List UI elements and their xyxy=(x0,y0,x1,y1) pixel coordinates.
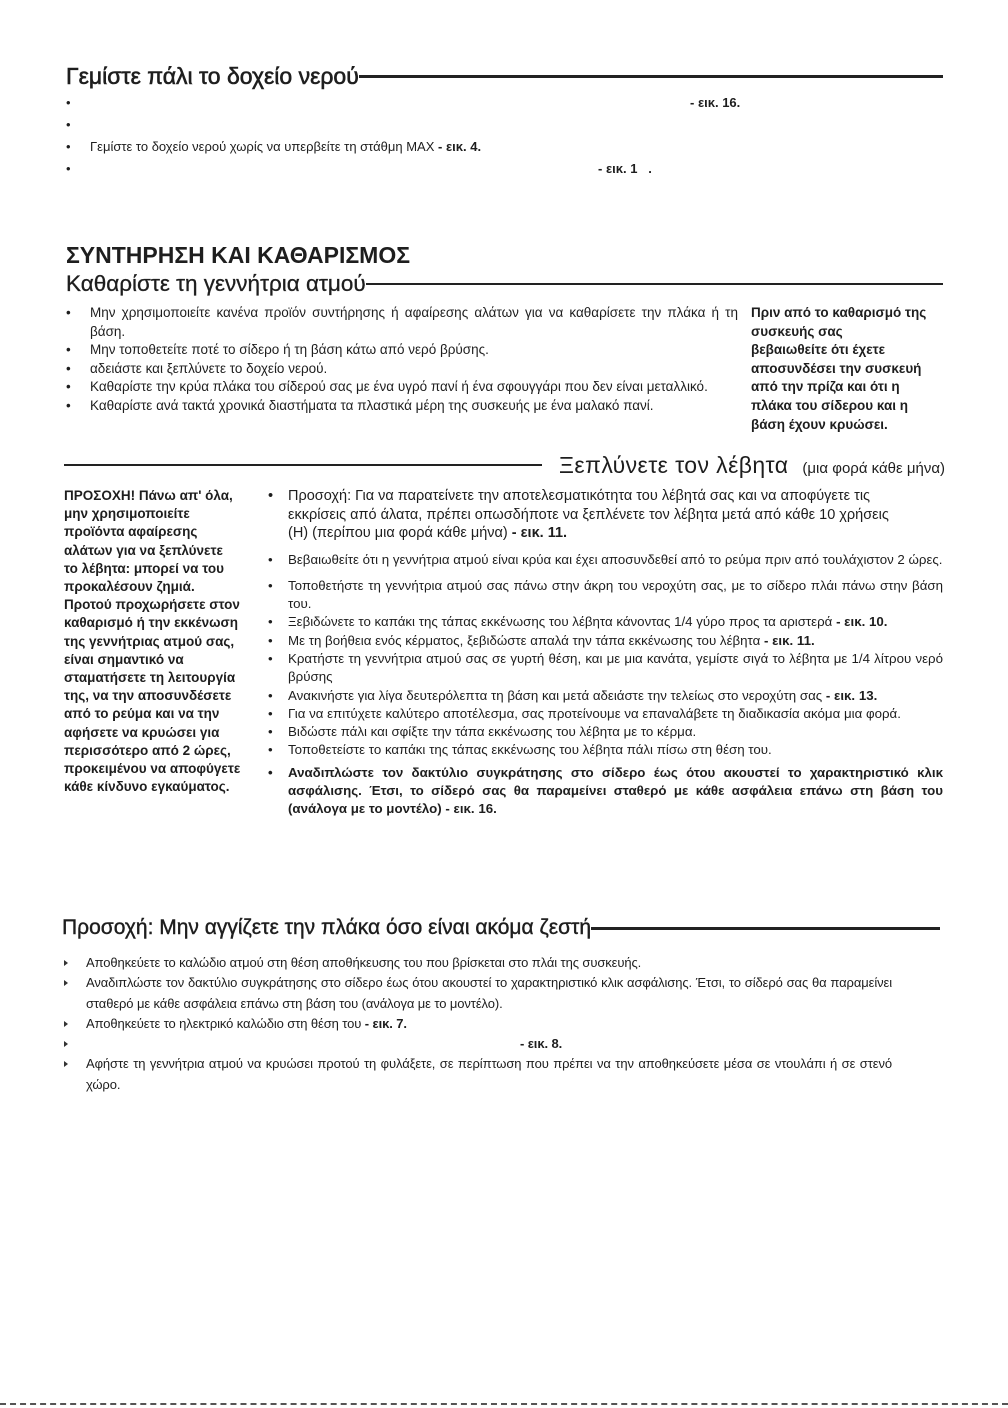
list-item: • Καθαρίστε την κρύα πλάκα του σίδερού σας με ένα υγρό πανί ή ένα σφουγγάρι που δεν είναι μεταλλικό. xyxy=(66,378,738,397)
list-item-text: Αποθηκεύετε το καλώδιο ατμού στη θέση αποθήκευσης του που βρίσκεται στο πλάι της συσκευής. xyxy=(86,955,642,970)
caution-line: της, να την αποσυνδέσετε xyxy=(64,688,232,704)
refill-heading-rule xyxy=(359,75,943,78)
note-line: από την πρίζα και ότι η xyxy=(751,379,900,395)
step-item xyxy=(268,632,943,650)
step-text: Ανακινήστε για λίγα δευτερόλεπτα τη βάση και μετά αδειάστε την τελείως στο νεροχύτη σας xyxy=(288,687,823,703)
list-item xyxy=(66,136,943,158)
step-text: Τοποθετήστε τη γεννήτρια ατμού σας πάνω στην άκρη του νεροχύτη σας, με το σίδερο πλάι πάνω στην βάση του. xyxy=(288,577,943,612)
figure-ref: - εικ. 13. xyxy=(825,687,878,703)
list-item-text: Αφήστε τη γεννήτρια ατμού να κρυώσει προτού τη φυλάξετε, σε περίπτωση που πρέπει να την αποθηκεύσετε μέσα σε ντουλάπι ή σε στενό χώρο. xyxy=(86,1056,892,1092)
list-item: • Μην τοποθετείτε ποτέ το σίδερο ή τη βάση κάτω από νερό βρύσης. xyxy=(66,341,738,360)
figure-ref: • - εικ. 16. xyxy=(690,95,741,110)
caution-line: είναι σημαντικό να xyxy=(64,651,184,667)
step-text: Αναδιπλώστε τον δακτύλιο συγκράτησης στο σίδερο έως ότου ακουστεί το χαρακτηριστικό κλικ ασφάλισης. Έτσι, το σίδερό σας θα παραμείνει σταθερό με κάθε ασφάλεια επάνω στη βάση του (ανάλογα με το μοντέλο) xyxy=(288,764,943,817)
list-item xyxy=(66,158,943,180)
step-text: Για να επιτύχετε καλύτερο αποτέλεσμα, σας προτείνουμε να επαναλάβετε τη διαδικασία ακόμα μια φορά. xyxy=(288,705,901,721)
step-text: Βεβαιωθείτε ότι η γεννήτρια ατμού είναι κρύα και έχει αποσυνδεθεί από το ρεύμα πριν από τουλάχιστον 2 ώρες. xyxy=(288,551,943,567)
step-text: Τοποθετείστε το καπάκι της τάπας εκκένωσης του λέβητα πάλι πίσω στη θέση του. xyxy=(288,742,772,758)
figure-ref: - εικ. 16. xyxy=(445,801,497,817)
step-item xyxy=(268,705,943,723)
storage-list xyxy=(64,953,892,1095)
note-line: αποσυνδέσει την συσκευή xyxy=(751,360,922,376)
note-line: βεβαιωθείτε ότι έχετε xyxy=(751,342,886,358)
caution-line: Προτού προχωρήσετε στον xyxy=(64,597,240,613)
step-item xyxy=(268,723,943,741)
descaling-heading-rule xyxy=(64,464,542,466)
figure-ref: - εικ. 11. xyxy=(511,525,568,541)
list-item xyxy=(66,114,943,136)
descaling-heading-row xyxy=(64,450,945,480)
step-item xyxy=(268,741,943,759)
refill-heading-row xyxy=(66,60,943,92)
step-item xyxy=(268,577,943,614)
list-item xyxy=(64,953,892,973)
list-item xyxy=(64,1054,892,1095)
descaling-caution-note xyxy=(64,487,262,796)
caution-line: προκειμένου να αποφύγετε xyxy=(64,761,241,777)
figure-ref: - εικ. 7. xyxy=(364,1015,407,1031)
step-text: Με τη βοήθεια ενός κέρματος, ξεβιδώστε απαλά την τάπα εκκένωσης του λέβητα xyxy=(288,632,761,648)
clean-heading-row xyxy=(66,270,943,298)
caution-line: μην χρησιμοποιείτε xyxy=(64,506,190,522)
descaling-steps-list xyxy=(268,487,943,819)
page-edge-dashes xyxy=(0,1403,1008,1405)
caution-line: καθαρισμό ή την εκκένωση xyxy=(64,615,239,631)
figure-ref: - εικ. 4. xyxy=(438,139,482,154)
step-text: Βιδώστε πάλι και σφίξτε την τάπα εκκένωσης του λέβητα με το κέρμα. xyxy=(288,724,697,740)
clean-list xyxy=(66,304,738,416)
note-line: βάση έχουν κρυώσει. xyxy=(751,416,888,432)
descaling-title: Ξεπλύνετε τον λέβητα xyxy=(559,452,789,478)
descaling-frequency: (μια φορά κάθε μήνα) xyxy=(802,460,945,477)
list-item-text: Αποθηκεύετε το ηλεκτρικό καλώδιο στη θέση του xyxy=(86,1015,362,1031)
caution-line: περισσότερο από 2 ώρες, xyxy=(64,742,231,758)
figure-ref: • - εικ. 1 . xyxy=(598,161,652,176)
step-text: Προσοχή: Για να παρατείνετε την αποτελεσματικότητα του λέβητά σας και να αποφύγετε τις εκκρίσεις από άλατα, πρέπει οπωσδήποτε να ξεπλένετε τον λέβητα μετά από κάθε 10 χρήσεις (Η) (περίπου μια φορά κάθε μήνα) xyxy=(288,488,889,541)
list-item: • Καθαρίστε ανά τακτά χρονικά διαστήματα τα πλαστικά μέρη της συσκευής με ένα μαλακό πανί. xyxy=(66,397,738,416)
caution-line: σταματήσετε τη λειτουργία xyxy=(64,670,236,686)
storage-title: Προσοχή: Μην αγγίζετε την πλάκα όσο είναι ακόμα ζεστή xyxy=(62,916,592,939)
storage-heading-rule xyxy=(591,927,940,930)
caution-line: κάθε κίνδυνο εγκαύματος. xyxy=(64,779,230,795)
step-item xyxy=(268,650,943,687)
clean-title: Καθαρίστε τη γεννήτρια ατμού xyxy=(66,271,366,296)
list-item-text: Γεμίστε το δοχείο νερού χωρίς να υπερβείτε τη στάθμη MAX xyxy=(90,139,435,154)
caution-line: αφήσετε να κρυώσει για xyxy=(64,724,220,740)
caution-line: ΠΡΟΣΟΧΗ! Πάνω απ' όλα, xyxy=(64,488,233,503)
list-item: • Μην χρησιμοποιείτε κανένα προϊόν συντήρησης ή αφαίρεσης αλάτων για να καθαρίσετε την πλάκα ή τη βάση. xyxy=(66,304,738,341)
step-item xyxy=(268,487,943,543)
caution-line: το λέβητα: μπορεί να του xyxy=(64,560,224,576)
list-item-text: Αναδιπλώστε τον δακτύλιο συγκράτησης στο σίδερο έως ότου ακουστεί το χαρακτηριστικό κλικ ασφάλισης. Έτσι, το σίδερό σας θα παραμείνει σταθερό με κάθε ασφάλεια επάνω στη βάση του (ανάλογα με το μοντέλο). xyxy=(86,975,892,1011)
step-text: Ξεβιδώνετε το καπάκι της τάπας εκκένωσης του λέβητα κάνοντας 1/4 γύρο προς τα αριστερά xyxy=(288,614,833,630)
storage-heading-row xyxy=(62,914,940,942)
refill-list xyxy=(66,92,943,180)
figure-ref: - εικ. 8. xyxy=(520,1036,563,1052)
list-item xyxy=(64,1034,892,1054)
unplug-warning-note xyxy=(751,304,945,434)
note-line: συσκευής σας xyxy=(751,323,843,339)
figure-ref: - εικ. 11. xyxy=(764,632,815,648)
list-item xyxy=(64,1014,892,1034)
step-item xyxy=(268,551,943,569)
caution-line: αλάτων για να ξεπλύνετε xyxy=(64,542,223,558)
caution-line: προϊόντα αφαίρεσης xyxy=(64,524,198,540)
step-item xyxy=(268,687,943,705)
figure-ref: - εικ. 10. xyxy=(836,614,888,630)
clean-heading-rule xyxy=(366,283,943,285)
list-item xyxy=(66,92,943,114)
caution-line: της γεννήτριας ατμού σας, xyxy=(64,633,235,649)
step-text: Κρατήστε τη γεννήτρια ατμού σας σε γυρτή θέση, και με μια κανάτα, γεμίστε σιγά το λέβητα με 1/4 λίτρου νερό βρύσης xyxy=(288,650,943,685)
caution-line: από το ρεύμα και να την xyxy=(64,706,220,722)
list-item xyxy=(64,973,892,1014)
step-item xyxy=(268,764,943,819)
refill-title: Γεμίστε πάλι το δοχείο νερού xyxy=(66,63,359,89)
step-item xyxy=(268,613,943,631)
caution-line: προκαλέσουν ζημιά. xyxy=(64,579,195,595)
note-line: Πριν από το καθαρισμό της xyxy=(751,305,927,320)
list-item: • αδειάστε και ξεπλύνετε το δοχείο νερού. xyxy=(66,360,738,379)
note-line: πλάκα του σίδερου και η xyxy=(751,397,909,413)
section-title: ΣΥΝΤΗΡΗΣΗ ΚΑΙ ΚΑΘΑΡΙΣΜΟΣ xyxy=(66,242,411,268)
